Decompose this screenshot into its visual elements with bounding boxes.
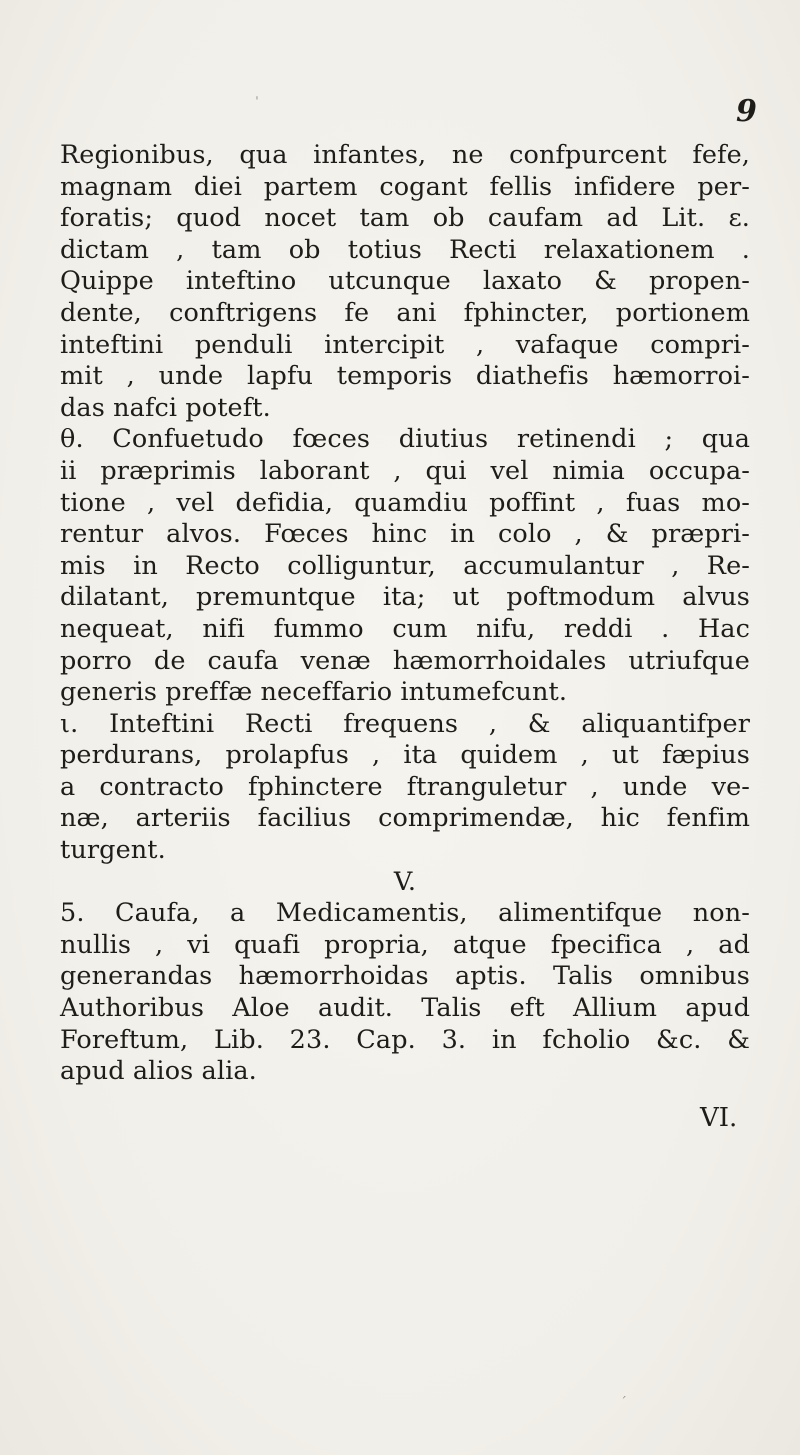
text-line: Regionibus, qua infantes, ne confpurcent fefe, [60,140,750,170]
text-line: ii præprimis laborant , qui vel nimia occupa- [60,455,750,486]
text-line: rentur alvos. Fœces hinc in colo , & præpri- [60,519,750,550]
page-number: 9 [736,94,757,129]
text-line: mis in Recto colliguntur, accumulantur , Re- [60,550,750,581]
text-line: Foreftum, Lib. 23. Cap. 3. in fcholio &c. & [60,1024,750,1055]
text-line: porro de caufa venæ hæmorrhoidales utriufque [60,645,750,676]
text-line: θ. Confuetudo fœces diutius retinendi ; qua [60,424,750,455]
text-line: dente, conftrigens fe ani fphincter, portionem [60,297,750,328]
catchword: VI. [700,1103,738,1133]
text-line: Quippe inteftino utcunque laxato & propen- [60,266,750,297]
text-line: turgent. [60,835,166,866]
text-line: apud alios alia. [60,1056,257,1087]
text-line: inteftini penduli intercipit , vafaque compri- [60,329,750,360]
ink-speck: ˊ [620,1395,627,1411]
text-line: a contracto fphinctere ftranguletur , unde ve- [60,771,750,802]
text-line: nequeat, nifi fummo cum nifu, reddi . Hac [60,613,750,644]
text-line: generis preffæ neceffario intumefcunt. [60,677,568,708]
text-line: dictam , tam ob totius Recti relaxationem . [60,234,750,265]
text-line: magnam diei partem cogant fellis infidere per- [60,171,750,202]
text-line: mit , unde lapfu temporis diathefis hæmorroi- [60,361,750,392]
text-line: foratis; quod nocet tam ob caufam ad Lit. ε. [60,203,750,234]
text-line: perdurans, prolapfus , ita quidem , ut fæpius [60,740,750,771]
text-line: næ, arteriis facilius comprimendæ, hic fenfim [60,803,750,834]
text-line: ι. Inteftini Recti frequens , & aliquantifper [60,708,750,739]
text-line: 5. Caufa, a Medicamentis, alimentifque non- [60,898,750,929]
text-line: tione , vel defidia, quamdiu poffint , fuas mo- [60,487,750,518]
body-text [60,140,750,1088]
text-line: dilatant, premuntque ita; ut poftmodum alvus [60,582,750,613]
text-line: Authoribus Aloe audit. Talis eft Allium apud [60,993,750,1024]
text-line: generandas hæmorrhoidas aptis. Talis omnibus [60,961,750,992]
text-line: das nafci poteft. [60,392,271,423]
section-heading: V. [393,866,417,897]
text-line: nullis , vi quafi propria, atque fpecifica , ad [60,929,750,960]
ink-speck: ˈ [255,95,259,111]
